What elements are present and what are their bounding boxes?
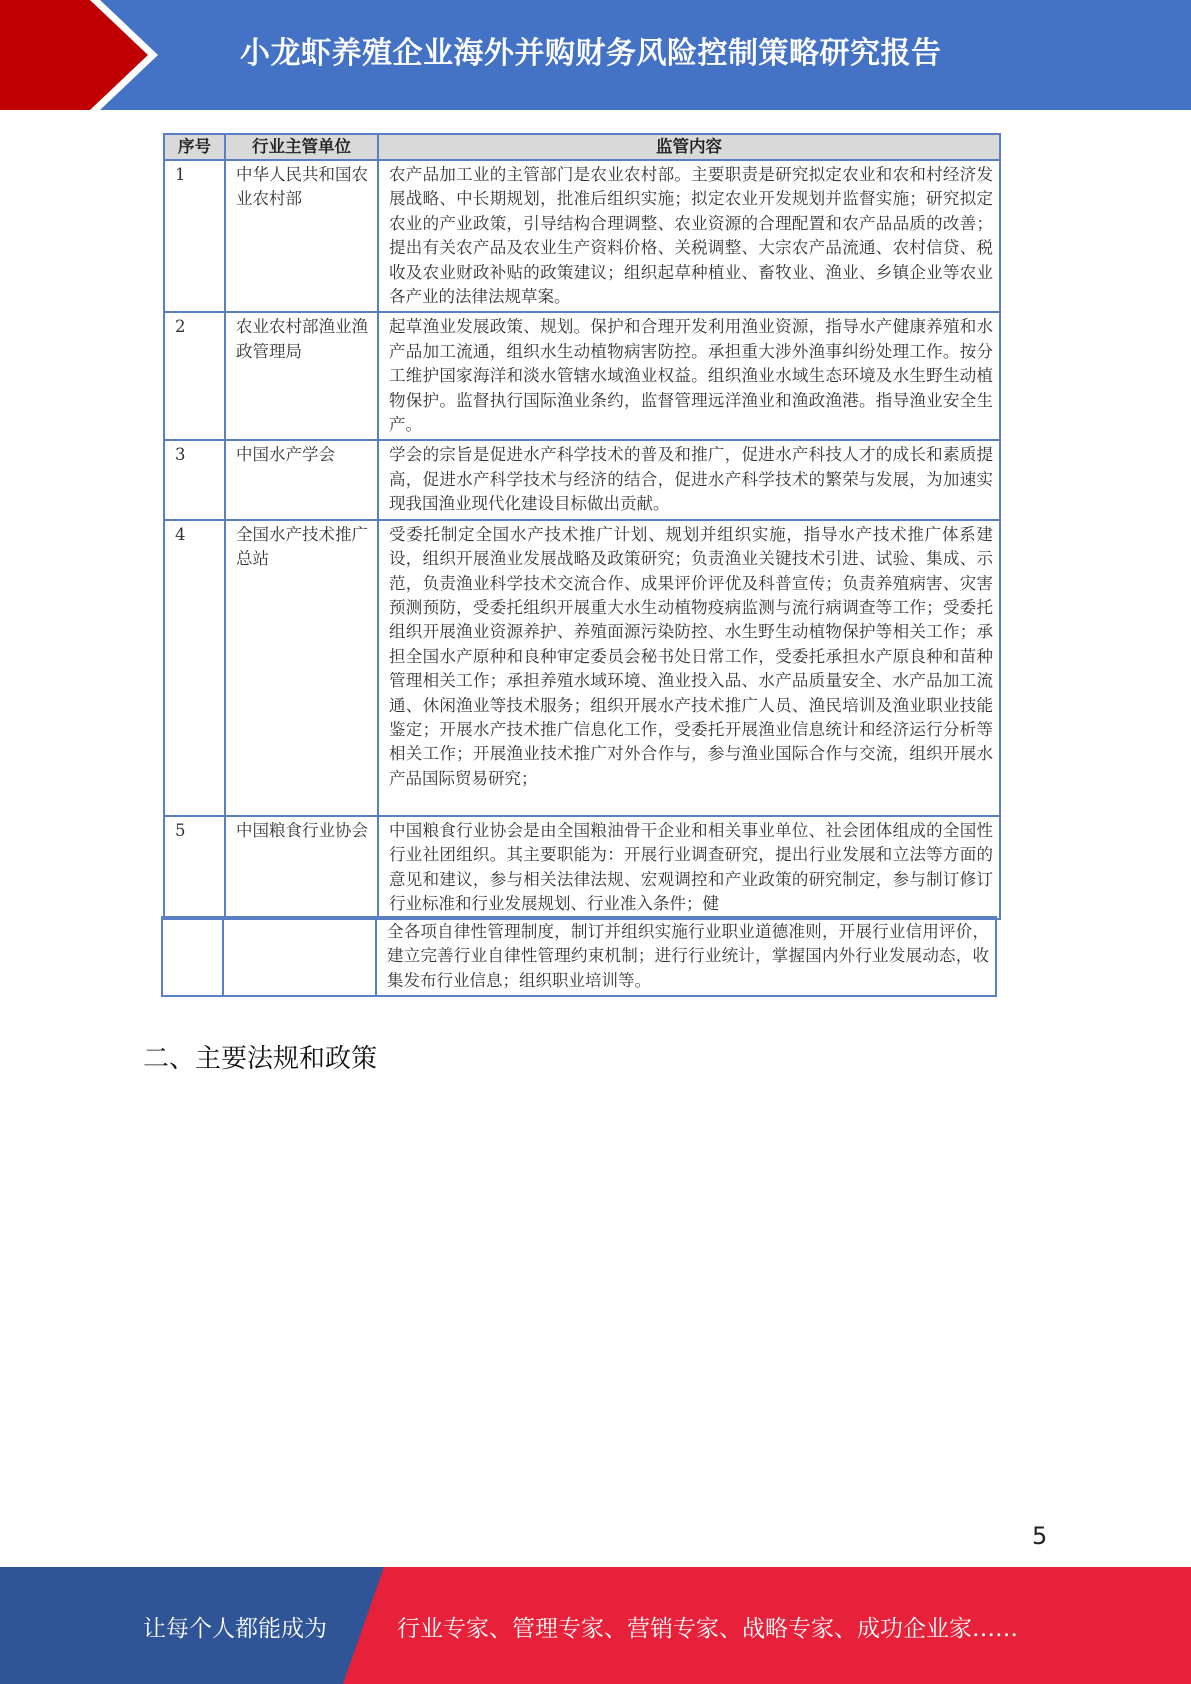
table-header-row xyxy=(164,134,1000,160)
page-number: 5 xyxy=(1032,1522,1048,1550)
report-title: 小龙虾养殖企业海外并购财务风险控制策略研究报告 xyxy=(240,36,942,71)
row-unit xyxy=(223,917,376,996)
page-header xyxy=(0,0,1191,110)
table-row xyxy=(164,160,1000,312)
row-content: 受委托制定全国水产技术推广计划、规划并组织实施，指导水产技术推广体系建设，组织开展渔业发展战略及政策研究；负责渔业关键技术引进、试验、集成、示范，负责渔业科学技术交流合作、成果评价评优及科普宣传；负责养殖病害、灾害预测预防，受委托组织开展重大水生动植物疫病监测与流行病调查等工作；受委托组织开展渔业资源养护、养殖面源污染防控、水生野生动植物保护等相关工作；承担全国水产原种和良种审定委员会秘书处日常工作，受委托承担水产原良种和苗种管理相关工作；承担养殖水域环境、渔业投入品、水产品质量安全、水产品加工流通、休闲渔业等技术服务；组织开展水产技术推广人员、渔民培训及渔业职业技能鉴定；开展水产技术推广信息化工作，受委托开展渔业信息统计和经济运行分析等相关工作；开展渔业技术推广对外合作与，参与渔业国际合作与交流，组织开展水产品国际贸易研究； xyxy=(378,520,1000,816)
regulator-table xyxy=(163,133,1001,920)
regulator-table-continuation xyxy=(161,916,997,997)
row-unit: 全国水产技术推广总站 xyxy=(225,520,378,816)
row-content: 全各项自律性管理制度，制订并组织实施行业职业道德准则，开展行业信用评价，建立完善行业自律性管理约束机制；进行行业统计，掌握国内外行业发展动态，收集发布行业信息；组织职业培训等。 xyxy=(376,917,996,996)
row-unit: 中华人民共和国农业农村部 xyxy=(225,160,378,312)
table-row xyxy=(164,440,1000,519)
row-content: 农产品加工业的主管部门是农业农村部。主要职责是研究拟定农业和农和村经济发展战略、中长期规划，批准后组织实施；拟定农业开发规划并监督实施；研究拟定农业的产业政策，引导结构合理调整、农业资源的合理配置和农产品品质的改善；提出有关农产品及农业生产资料价格、关税调整、大宗农产品流通、农村信贷、税收及农业财政补贴的政策建议；组织起草种植业、畜牧业、渔业、乡镇企业等农业各产业的法律法规草案。 xyxy=(378,160,1000,312)
row-number: 5 xyxy=(164,816,225,920)
table-row xyxy=(164,312,1000,440)
row-unit: 中国粮食行业协会 xyxy=(225,816,378,920)
row-content: 起草渔业发展政策、规划。保护和合理开发利用渔业资源，指导水产健康养殖和水产品加工流通，组织水生动植物病害防控。承担重大涉外渔事纠纷处理工作。按分工维护国家海洋和淡水管辖水域渔业权益。组织渔业水域生态环境及水生野生动植物保护。监督执行国际渔业条约，监督管理远洋渔业和渔政渔港。指导渔业安全生产。 xyxy=(378,312,1000,440)
row-number: 2 xyxy=(164,312,225,440)
row-number: 1 xyxy=(164,160,225,312)
row-number: 4 xyxy=(164,520,225,816)
section-heading: 二、主要法规和政策 xyxy=(143,1044,378,1074)
row-number xyxy=(162,917,223,996)
table-row xyxy=(164,520,1000,816)
row-content: 中国粮食行业协会是由全国粮油骨干企业和相关事业单位、社会团体组成的全国性行业社团组织。其主要职能为：开展行业调查研究，提出行业发展和立法等方面的意见和建议，参与相关法律法规、宏观调控和产业政策的研究制定，参与制订修订行业标准和行业发展规划、行业准入条件；健 xyxy=(378,816,1000,920)
footer-slogan-left: 让每个人都能成为 xyxy=(143,1616,327,1642)
footer-slogan-right: 行业专家、管理专家、营销专家、战略专家、成功企业家…… xyxy=(397,1616,1018,1642)
row-number: 3 xyxy=(164,440,225,519)
table-row xyxy=(162,917,996,996)
row-unit: 中国水产学会 xyxy=(225,440,378,519)
col-header-unit: 行业主管单位 xyxy=(225,134,378,160)
row-unit: 农业农村部渔业渔政管理局 xyxy=(225,312,378,440)
col-header-content: 监管内容 xyxy=(378,134,1000,160)
page-footer xyxy=(0,1567,1191,1684)
table-row xyxy=(164,816,1000,920)
col-header-number: 序号 xyxy=(164,134,225,160)
row-content: 学会的宗旨是促进水产科学技术的普及和推广，促进水产科技人才的成长和素质提高，促进水产科学技术与经济的结合，促进水产科学技术的繁荣与发展，为加速实现我国渔业现代化建设目标做出贡献。 xyxy=(378,440,1000,519)
